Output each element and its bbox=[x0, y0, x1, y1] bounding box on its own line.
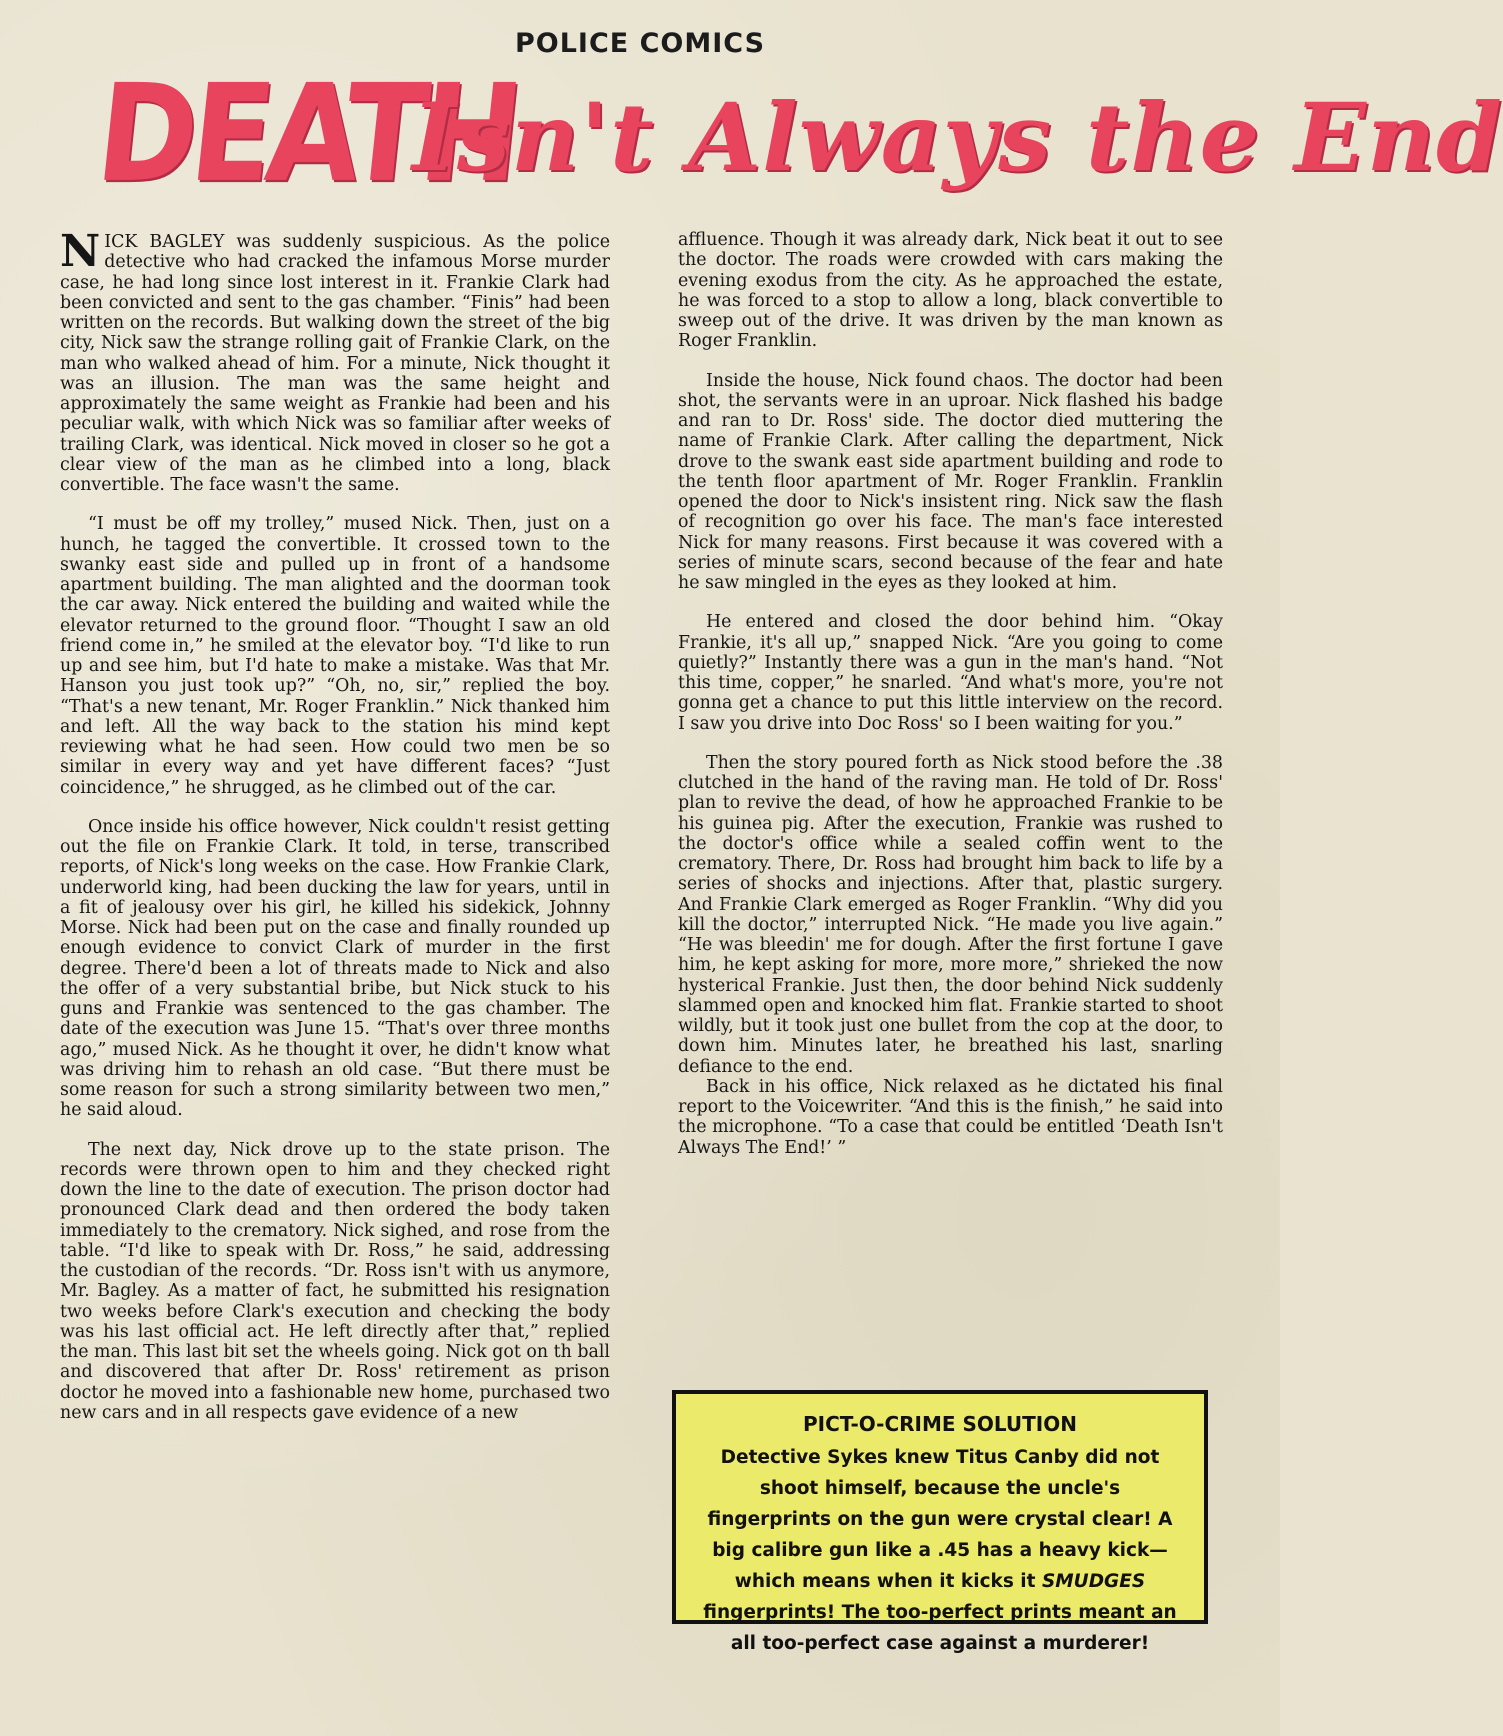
title-subtitle: Isn't Always the End bbox=[412, 83, 1503, 193]
story-paragraph: Then the story poured forth as Nick stood before the .38 clutched in the hand of the raving man. He told of Dr. Ross' plan to revive the dead, of how he approached Frankie to be his guinea pig. After the execution, Frankie was rushed to the doctor's office while a sealed coffin went to the crematory. There, Dr. Ross had brought him back to life by a series of shocks and injections. After that, plastic surgery. And Frankie Clark emerged as Roger Franklin. “Why did you kill the doctor,” interrupted Nick. “He made you live again.” “He was bleedin' me for dough. After the first fortune I gave him, he kept asking for more, more more,” shrieked the now hysterical Frankie. Just then, the door behind Nick suddenly slammed open and knocked him flat. Frankie started to shoot wildly, but it took just one bullet from the cop at the door, to down him. Minutes later, he breathed his last, snarling defiance to the end. bbox=[678, 752, 1223, 1077]
story-paragraph: The next day, Nick drove up to the state prison. The records were thrown open to him and they checked right down the line to the date of execution. The prison doctor had pronounced Clark dead and then ordered the body taken immediately to the crematory. Nick sighed, and rose from the table. “I'd like to speak with Dr. Ross,” he said, addressing the custodian of the records. “Dr. Ross isn't with us anymore, Mr. Bagley. As a matter of fact, he submitted his resignation two weeks before Clark's execution and checking the body was his last official act. He left directly after that,” replied the man. This last bit set the wheels going. Nick got on th ball and discovered that after Dr. Ross' retirement as prison doctor he moved into a fashionable new home, purchased two new cars and in all respects gave evidence of a new bbox=[60, 1139, 610, 1423]
story-paragraph: Inside the house, Nick found chaos. The doctor had been shot, the servants were in an uproar. Nick flashed his badge and ran to Dr. Ross' side. The doctor died muttering the name of Frankie Clark. After calling the department, Nick drove to the swank east side apartment building and rode to the tenth floor apartment of Mr. Roger Franklin. Franklin opened the door to Nick's insistent ring. Nick saw the flash of recognition go over his face. The man's face interested Nick for many reasons. First because it was covered with a series of minute scars, second because of the fear and hate he saw mingled in the eyes as they looked at him. bbox=[678, 370, 1223, 593]
story-column-right bbox=[678, 230, 1223, 1177]
story-paragraph: “I must be off my trolley,” mused Nick. Then, just on a hunch, he tagged the convertible. It crossed town to the swanky east side and pulled up in front of a handsome apartment building. The man alighted and the doorman took the car away. Nick entered the building and waited while the elevator returned to the ground floor. “Thought I saw an old friend come in,” he smiled at the elevator boy. “I'd like to run up and see him, but I'd hate to make a mistake. Was that Mr. Hanson you just took up?” “Oh, no, sir,” replied the boy. “That's a new tenant, Mr. Roger Franklin.” Nick thanked him and left. All the way back to the station his mind kept reviewing what he had seen. How could two men be so similar in every way and yet have different faces? “Just coincidence,” he shrugged, as he climbed out of the car. bbox=[60, 514, 610, 798]
publication-header: POLICE COMICS bbox=[514, 28, 766, 59]
title-death: DEATH bbox=[89, 56, 524, 213]
drop-cap: N bbox=[60, 226, 101, 277]
pict-o-crime-solution-box bbox=[672, 1390, 1208, 1654]
story-paragraph: NICK BAGLEY was suddenly suspicious. As the police detective who had cracked the infamous Morse murder case, he had long since lost interest in it. Frankie Clark had been convicted and sent to the gas chamber. “Finis” had been written on the records. But walking down the street of the big city, Nick saw the strange rolling gait of Frankie Clark, on the man who walked ahead of him. For a minute, Nick thought it was an illusion. The man was the same height and approximately the same weight as Frankie had been and his peculiar walk, with which Nick was so familiar after weeks of trailing Clark, was identical. Nick moved in closer so he got a clear view of the man as he climbed into a long, black convertible. The face wasn't the same. bbox=[60, 226, 610, 495]
story-paragraph: Back in his office, Nick relaxed as he dictated his final report to the Voicewriter. “And this is the finish,” he said into the microphone. “To a case that could be entitled ‘Death Isn't Always The End!’ ” bbox=[678, 1076, 1223, 1158]
solution-title: PICT-O-CRIME SOLUTION bbox=[802, 1412, 1077, 1436]
story-paragraph: affluence. Though it was already dark, Nick beat it out to see the doctor. The roads were crowded with cars making the evening exodus from the city. As he approached the estate, he was forced to a stop to allow a long, black convertible to sweep out of the drive. It was driven by the man known as Roger Franklin. bbox=[678, 230, 1223, 352]
story-title bbox=[70, 55, 1503, 220]
story-column-left bbox=[60, 226, 610, 1423]
story-paragraph: He entered and closed the door behind him. “Okay Frankie, it's all up,” snapped Nick. “Are you going to come quietly?” Instantly there was a gun in the man's hand. “Not this time, copper,” he snarled. “And what's more, you're not gonna get a chance to put this little interview on the record. I saw you drive into Doc Ross' so I been waiting for you.” bbox=[678, 612, 1223, 734]
solution-text: Detective Sykes knew Titus Canby did not shoot himself, because the uncle's fingerprints on the gun were crystal clear! A big calibre gun like a .45 has a heavy kick—which means when it kicks it SMUDGES fingerprints! The too-perfect prints meant an all too-perfect case against a murderer! bbox=[703, 1447, 1177, 1654]
story-paragraph: Once inside his office however, Nick couldn't resist getting out the file on Frankie Clark. It told, in terse, transcribed reports, of Nick's long weeks on the case. How Frankie Clark, underworld king, had been ducking the law for years, until in a fit of jealousy over his girl, he killed his sidekick, Johnny Morse. Nick had been put on the case and finally rounded up enough evidence to convict Clark of murder in the first degree. There'd been a lot of threats made to Nick and also the offer of a very substantial bribe, but Nick stuck to his guns and Frankie was sentenced to the gas chamber. The date of the execution was June 15. “That's over three months ago,” mused Nick. As he thought it over, he didn't know what was driving him to rehash an old case. “But there must be some reason for such a strong similarity between two men,” he said aloud. bbox=[60, 816, 610, 1121]
solution-emphasis: SMUDGES bbox=[1041, 1571, 1146, 1592]
